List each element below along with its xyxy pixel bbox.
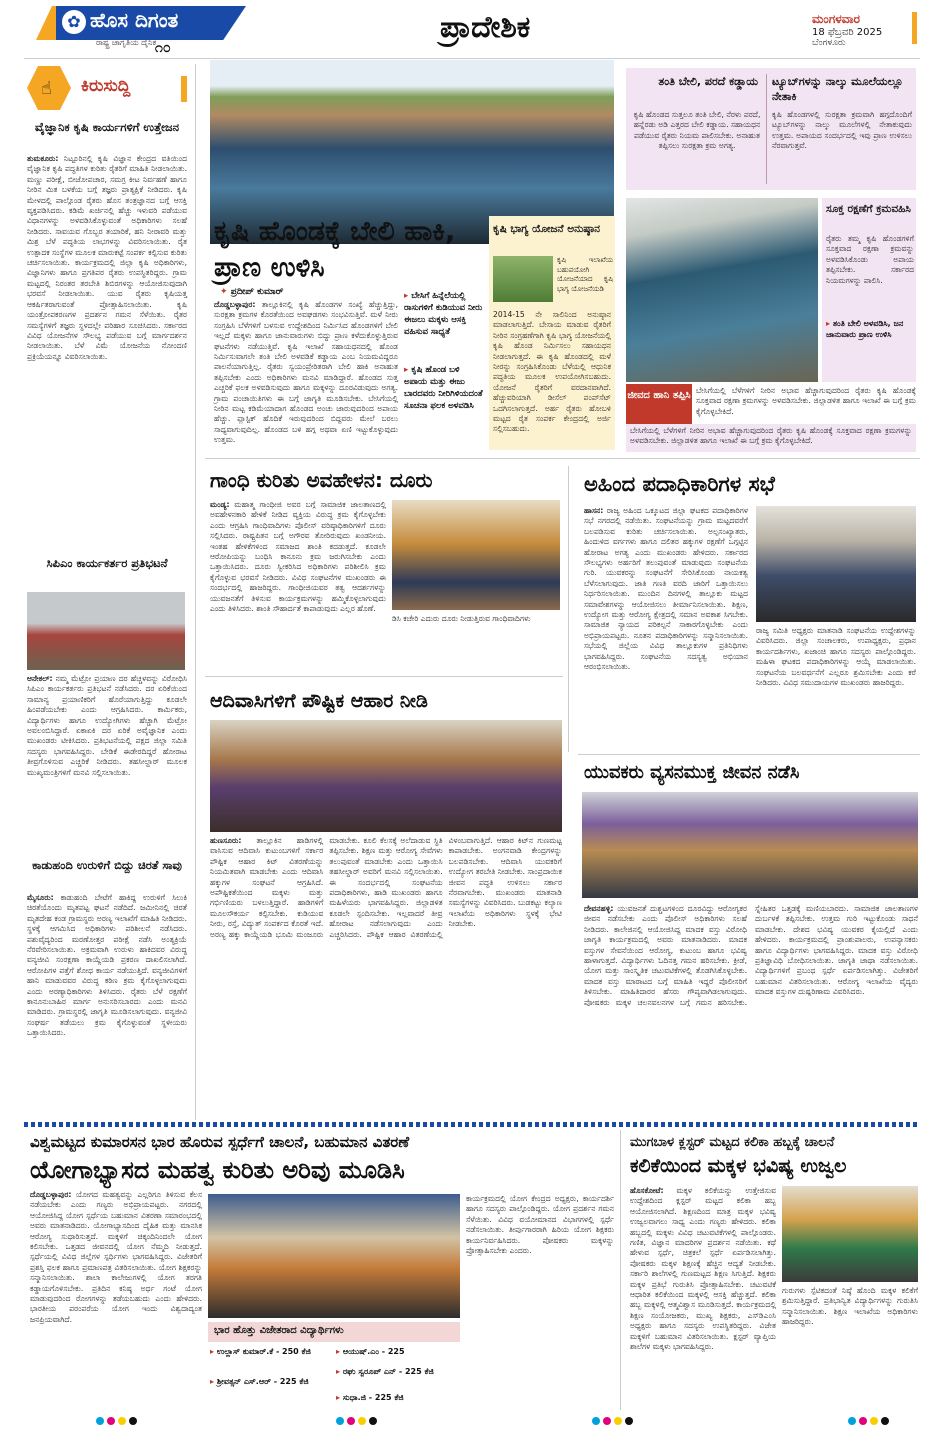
lead-pullquote-1: ▸ ಬೇಸಿಗೆ ಹಿನ್ನೆಲೆಯಲ್ಲಿ ರಾಸುಗಳಿಗೆ ಕುಡಿಯುವ ನೀರು ಈಜಲು ಮಕ್ಕಳು ಆಸಕ್ತಿ ವಹಿಸುವ ಸಾಧ್ಯತೆ [404, 291, 483, 337]
print-registration-marks [96, 1410, 156, 1419]
date-box [812, 12, 912, 48]
kirusuddi-story2-headline: ಸಿಪಿಎಂ ಕಾರ್ಯಕರ್ತರ ಪ್ರತಿಭಟನೆ [46, 556, 168, 570]
day: ಮಂಗಳವಾರ [812, 12, 861, 26]
kirusuddi-label: ಕಿರುಸುದ್ದಿ [81, 76, 131, 96]
ahinda-body-2: ರಾಜ್ಯ ಸಮಿತಿ ಅಧ್ಯಕ್ಷರು ಮಾತನಾಡಿ ಸಂಘಟನೆಯ ಉದ್ದೇಶಗಳನ್ನು ವಿವರಿಸಿದರು. ಜಿಲ್ಲಾ ಸಂಚಾಲಕರು, ಉಪಾಧ್ಯಕ್ಷರು, ಪ್ರಧಾನ ಕಾರ್ಯದರ್ಶಿಗಳು, ಖಜಾಂಚಿ ಹಾಗೂ ಸದಸ್ಯರು ಪಾಲ್ಗೊಂಡಿದ್ದರು. ಮಹಿಳಾ ಘಟಕದ ಪದಾಧಿಕಾರಿಗಳನ್ನು ಆಯ್ಕೆ ಮಾಡಲಾಯಿತು. ಸಂಘಟನೆಯ ಬಲವರ್ಧನೆಗೆ ಎಲ್ಲರೂ ಶ್ರಮಿಸಬೇಕು ಎಂದು ಕರೆ ನೀಡಿದರು. ವಿವಿಧ ಸಮುದಾಯಗಳ ಮುಖಂಡರು ಹಾಜರಿದ್ದರು. [756, 626, 916, 688]
krishi-bhagya-head: ಕೃಷಿ ಭಾಗ್ಯ ಯೋಜನೆ ಅನುಷ್ಠಾನ [493, 223, 600, 235]
krishi-bhagya-body: 2014-15 ನೇ ಸಾಲಿನಿಂದ ಅನುಷ್ಠಾನ ಮಾಡಲಾಗುತ್ತಿದೆ. ಬೇಸಾಯ ಮಾಡುವ ರೈತರಿಗೆ ನೀರಿನ ಸಂಗ್ರಹಣೆಗಾಗಿ ಕೃಷಿ ಭಾಗ್ಯ ಯೋಜನೆಯಲ್ಲಿ ಕೃಷಿ ಹೊಂಡ ನಿರ್ಮಿಸಲು ಸಹಾಯಧನ ನೀಡಲಾಗುತ್ತದೆ. ಈ ಕೃಷಿ ಹೊಂಡದಲ್ಲಿ ಮಳೆ ನೀರನ್ನು ಸಂಗ್ರಹಿಸಿಕೊಂಡು ಬೆಳೆಯಲ್ಲಿ ಆಧುನಿಕ ಪದ್ಧತಿಯ ಮೂಲಕ ಉಪಯೋಗಿಸಬಹುದು. ಯೋಜನೆ ರೈತರಿಗೆ ವರದಾನವಾಗಿದೆ. ಹೆಚ್ಚುವರಿಯಾಗಿ ಡೀಸೆಲ್ ಪಂಪ್‌ಸೆಟ್ ಒದಗಿಸಲಾಗುತ್ತದೆ. ಅರ್ಹ ರೈತರು ಹೋಬಳಿ ಮಟ್ಟದ ರೈತ ಸಂಪರ್ಕ ಕೇಂದ್ರದಲ್ಲಿ ಅರ್ಜಿ ಸಲ್ಲಿಸಬಹುದು. [493, 310, 611, 434]
cpm-protest-photo [27, 592, 185, 670]
lead-bottom-text-top: ಬೇಸಿಗೆಯಲ್ಲಿ ಬೆಳೆಗಳಿಗೆ ನೀರಿನ ಅಭಾವ ಹೆಚ್ಚಾಗುವುದರಿಂದ ರೈತರು ಕೃಷಿ ಹೊಂಡಕ್ಕೆ ಸೂಕ್ತವಾದ ರಕ್ಷಣಾ ಕ್ರಮಗಳನ್ನು ಅಳವಡಿಸಬೇಕು. ಜಿಲ್ಲಾಡಳಿತ ಹಾಗೂ ಇಲಾಖೆ ಈ ಬಗ್ಗೆ ಕ್ರಮ ಕೈಗೊಳ್ಳಬೇಕಿದೆ. [696, 386, 916, 416]
cluster-kids-photo [782, 1186, 918, 1282]
winner-1: ▸ ಉಲ್ಲಾಸ್ ಕುಮಾರ್.ಕೆ - 250 ಕೆಜಿ [210, 1347, 311, 1356]
yoga-body-1: ದೊಡ್ಡಬಳ್ಳಾಪುರ: ಯೋಗದ ಮಹತ್ವವನ್ನು ಎಲ್ಲರಿಗೂ ತಿಳಿಸುವ ಕೆಲಸ ನಡೆಯಬೇಕು ಎಂದು ಗಣ್ಯರು ಅಭಿಪ್ರಾಯಪಟ್ಟರು. ನಗರದಲ್ಲಿ ಆಯೋಜಿಸಿದ್ದ ಯೋಗ ಸ್ಪರ್ಧೆಯ ಬಹುಮಾನ ವಿತರಣಾ ಸಮಾರಂಭದಲ್ಲಿ ಅವರು ಮಾತನಾಡಿದರು. ಯೋಗಾಭ್ಯಾಸದಿಂದ ದೈಹಿಕ ಮತ್ತು ಮಾನಸಿಕ ಆರೋಗ್ಯ ಸುಧಾರಿಸುತ್ತದೆ. ಮಕ್ಕಳಿಗೆ ಚಿಕ್ಕಂದಿನಿಂದಲೇ ಯೋಗ ಕಲಿಸಬೇಕು. ಒತ್ತಡದ ಜೀವನದಲ್ಲಿ ಯೋಗ ನೆಮ್ಮದಿ ನೀಡುತ್ತದೆ. ಸ್ಪರ್ಧೆಯಲ್ಲಿ ವಿವಿಧ ಜಿಲ್ಲೆಗಳ ಸ್ಪರ್ಧಿಗಳು ಭಾಗವಹಿಸಿದ್ದರು. ವಿಜೇತರಿಗೆ ಪ್ರಶಸ್ತಿ ಫಲಕ ಹಾಗೂ ಪ್ರಮಾಣಪತ್ರ ವಿತರಿಸಲಾಯಿತು. ಯೋಗ ಶಿಕ್ಷಕರನ್ನು ಸನ್ಮಾನಿಸಲಾಯಿತು. ಶಾಲಾ ಕಾಲೇಜುಗಳಲ್ಲಿ ಯೋಗ ತರಗತಿ ಕಡ್ಡಾಯಗೊಳಿಸಬೇಕು. ಪ್ರತಿದಿನ ಕನಿಷ್ಠ ಅರ್ಧ ಗಂಟೆ ಯೋಗ ಮಾಡುವುದರಿಂದ ರೋಗಗಳನ್ನು ತಡೆಯಬಹುದು ಎಂದು ಹೇಳಿದರು. ಭಾರತೀಯ ಪರಂಪರೆಯ ಯೋಗ ಇಂದು ವಿಶ್ವದಾದ್ಯಂತ ಜನಪ್ರಿಯವಾಗಿದೆ. [30, 1190, 203, 1324]
yoga-winners-head: ಭಾರ ಹೊತ್ತು ವಿಜೇತರಾದ ವಿದ್ಯಾರ್ಥಿಗಳು [208, 1322, 460, 1342]
city: ಬೆಂಗಳೂರು [812, 38, 846, 48]
yoga-headline: ಯೋಗಾಭ್ಯಾಸದ ಮಹತ್ವ ಕುರಿತು ಅರಿವು ಮೂಡಿಸಿ [30, 1156, 405, 1184]
adivasi-headline: ಆದಿವಾಸಿಗಳಿಗೆ ಪೌಷ್ಟಿಕ ಆಹಾರ ನೀಡಿ [210, 690, 428, 712]
ahinda-meeting-photo [756, 506, 916, 622]
cluster-headline-2: ಕಲಿಕೆಯಿಂದ ಮಕ್ಕಳ ಭವಿಷ್ಯ ಉಜ್ವಲ [630, 1155, 847, 1177]
box2-body: ಕೃಷಿ ಹೊಂಡಗಳಲ್ಲಿ ಸುರಕ್ಷತಾ ಕ್ರಮವಾಗಿ ಹಗ್ಗದೊಂದಿಗೆ ಟ್ಯೂಬ್‌ಗಳನ್ನು ನಾಲ್ಕು ಮೂಲೆಗಳಲ್ಲಿ ನೇತಾಕುವುದು ಉತ್ತಮ. ಅಪಾಯದ ಸಂದರ್ಭದಲ್ಲಿ ಇವು ಪ್ರಾಣ ಉಳಿಸಲು ನೆರವಾಗುತ್ತವೆ. [772, 110, 912, 151]
box3-headline: ಸೂಕ್ತ ರಕ್ಷಣೆಗೆ ಕ್ರಮವಹಿಸಿ [826, 203, 911, 215]
page-number: ೧೦ [155, 40, 171, 56]
box1-headline: ತಂತಿ ಬೇಲಿ, ಪರದೆ ಕಡ್ಡಾಯ [658, 75, 758, 88]
gandhi-complaint-photo [392, 500, 560, 610]
life-loss-tag: ಜೀವದ ಹಾನಿ ತಪ್ಪಿಸಿ [626, 384, 692, 424]
lead-byline: ✦ ಪ್ರದೀಪ್ ಕುಮಾರ್ [220, 287, 284, 297]
winner-2: ▸ ಆಯುಷ್.ಎಂ - 225 [336, 1347, 405, 1356]
yuvaka-event-photo [582, 792, 918, 898]
winner-4: ▸ ರಘು ಸ್ವರೂಪ್ ಎನ್ - 225 ಕೆಜಿ [336, 1367, 434, 1376]
date: 18 ಫೆಬ್ರವರಿ 2025 [812, 27, 883, 38]
paper-name: ಹೊಸ ದಿಗಂತ [90, 8, 179, 32]
masthead [0, 0, 945, 58]
kirusuddi-story2-body: ಆನೇಕಲ್: ನಮ್ಮ ಮೆಟ್ರೋ ಪ್ರಯಾಣ ದರ ಹೆಚ್ಚಳವನ್ನು ವಿರೋಧಿಸಿ ಸಿಪಿಎಂ ಕಾರ್ಯಕರ್ತರು ಪ್ರತಿಭಟನೆ ನಡೆಸಿದರು. ದರ ಏರಿಕೆಯಿಂದ ಸಾಮಾನ್ಯ ಪ್ರಯಾಣಿಕರಿಗೆ ಹೊರೆಯಾಗುತ್ತಿದ್ದು ಕೂಡಲೇ ಹಿಂಪಡೆಯಬೇಕು ಎಂದು ಆಗ್ರಹಿಸಿದರು. ಕಾರ್ಮಿಕರು, ವಿದ್ಯಾರ್ಥಿಗಳು ಹಾಗೂ ಉದ್ಯೋಗಿಗಳು ಹೆಚ್ಚಾಗಿ ಮೆಟ್ರೋ ಅವಲಂಬಿಸಿದ್ದಾರೆ. ಏಕಾಏಕಿ ದರ ಏರಿಕೆ ಅವೈಜ್ಞಾನಿಕ ಎಂದು ಮುಖಂಡರು ಟೀಕಿಸಿದರು. ಪ್ರತಿಭಟನೆಯಲ್ಲಿ ಪಕ್ಷದ ಜಿಲ್ಲಾ ಸಮಿತಿ ಸದಸ್ಯರು ಭಾಗವಹಿಸಿದ್ದರು. ಬೇಡಿಕೆ ಈಡೇರದಿದ್ದರೆ ಹೋರಾಟ ತೀವ್ರಗೊಳಿಸುವ ಎಚ್ಚರಿಕೆ ನೀಡಿದರು. ತಹಸೀಲ್ದಾರ್ ಮೂಲಕ ಮುಖ್ಯಮಂತ್ರಿಗಳಿಗೆ ಮನವಿ ಸಲ್ಲಿಸಲಾಯಿತು. [27, 674, 188, 777]
fence-box-row [626, 68, 916, 190]
section-divider [24, 1122, 920, 1127]
kirusuddi-story1-headline: ವೈಜ್ಞಾನಿಕ ಕೃಷಿ ಕಾರ್ಯಗಳಿಗೆ ಉತ್ತೇಜನ [34, 120, 180, 134]
yuvaka-body: ದೇವನಹಳ್ಳಿ: ಯುವಜನತೆ ದುಶ್ಚಟಗಳಿಂದ ದೂರವಿದ್ದು ಆರೋಗ್ಯಕರ ಜೀವನ ನಡೆಸಬೇಕು ಎಂದು ಪೊಲೀಸ್ ಅಧಿಕಾರಿಗಳು ಸಲಹೆ ನೀಡಿದರು. ಕಾಲೇಜಿನಲ್ಲಿ ಆಯೋಜಿಸಿದ್ದ ಮಾದಕ ವಸ್ತು ವಿರೋಧಿ ಜಾಗೃತಿ ಕಾರ್ಯಕ್ರಮದಲ್ಲಿ ಅವರು ಮಾತನಾಡಿದರು. ಮಾದಕ ವಸ್ತುಗಳ ಸೇವನೆಯಿಂದ ಆರೋಗ್ಯ, ಕುಟುಂಬ ಹಾಗೂ ಭವಿಷ್ಯ ಹಾಳಾಗುತ್ತದೆ. ವಿದ್ಯಾರ್ಥಿಗಳು ಓದಿನತ್ತ ಗಮನ ಹರಿಸಬೇಕು. ಕ್ರೀಡೆ, ಯೋಗ ಮತ್ತು ಸಾಂಸ್ಕೃತಿಕ ಚಟುವಟಿಕೆಗಳಲ್ಲಿ ತೊಡಗಿಸಿಕೊಳ್ಳಬೇಕು. ಮಾದಕ ವಸ್ತು ಮಾರಾಟದ ಬಗ್ಗೆ ಮಾಹಿತಿ ಇದ್ದರೆ ಪೊಲೀಸರಿಗೆ ತಿಳಿಸಬೇಕು. ಮಾಹಿತಿದಾರರ ಹೆಸರು ಗೌಪ್ಯವಾಗಿಡಲಾಗುವುದು. ಪೋಷಕರು ಮಕ್ಕಳ ಚಲನವಲನಗಳ ಬಗ್ಗೆ ಗಮನ ಹರಿಸಬೇಕು. ಸ್ನೇಹಿತರ ಒತ್ತಡಕ್ಕೆ ಮಣಿಯಬಾರದು. ಸಾಮಾಜಿಕ ಜಾಲತಾಣಗಳ ದುರ್ಬಳಕೆ ತಪ್ಪಿಸಬೇಕು. ಉತ್ತಮ ಗುರಿ ಇಟ್ಟುಕೊಂಡು ಸಾಧನೆ ಮಾಡಬೇಕು. ದೇಶದ ಭವಿಷ್ಯ ಯುವಕರ ಕೈಯಲ್ಲಿದೆ ಎಂದು ಹೇಳಿದರು. ಕಾರ್ಯಕ್ರಮದಲ್ಲಿ ಪ್ರಾಂಶುಪಾಲರು, ಉಪನ್ಯಾಸಕರು ಹಾಗೂ ವಿದ್ಯಾರ್ಥಿಗಳು ಭಾಗವಹಿಸಿದ್ದರು. ಮಾದಕ ವಸ್ತು ವಿರೋಧಿ ಪ್ರತಿಜ್ಞಾವಿಧಿ ಬೋಧಿಸಲಾಯಿತು. ಜಾಗೃತಿ ಜಾಥಾ ನಡೆಸಲಾಯಿತು. ವಿದ್ಯಾರ್ಥಿಗಳಿಗೆ ಪ್ರಬಂಧ ಸ್ಪರ್ಧೆ ಏರ್ಪಡಿಸಲಾಗಿತ್ತು. ವಿಜೇತರಿಗೆ ಬಹುಮಾನ ವಿತರಿಸಲಾಯಿತು. ಆರೋಗ್ಯ ಇಲಾಖೆಯ ವೈದ್ಯರು ಮಾದಕ ವಸ್ತುಗಳ ದುಷ್ಪರಿಣಾಮ ವಿವರಿಸಿದರು. [584, 904, 918, 1007]
cluster-headline: ಮುಗಬಾಳ ಕ್ಲಸ್ಟರ್ ಮಟ್ಟದ ಕಲಿಕಾ ಹಬ್ಬಕ್ಕೆ ಚಾಲನೆ [630, 1135, 835, 1150]
box1-body: ಕೃಷಿ ಹೊಂಡದ ಸುತ್ತಲೂ ತಂತಿ ಬೇಲಿ, ನೆರಳು ಪರದೆ, ಹನ್ನೆರಡು ಅಡಿ ಎತ್ತರದ ಬೇಲಿ ಕಡ್ಡಾಯ. ಸಹಾಯಧನ ಪಡೆಯುವ ರೈತರು ನಿಯಮ ಪಾಲಿಸಬೇಕು. ಅನಾಹುತ ತಪ್ಪಿಸಲು ಸುರಕ್ಷತಾ ಕ್ರಮ ಅಗತ್ಯ. [633, 110, 761, 151]
box2-headline: ಟ್ಯೂಬ್‌ಗಳನ್ನು ನಾಲ್ಕು ಮೂಲೆಯಲ್ಲೂ ನೇತಾಕಿ [772, 75, 904, 103]
box3 [822, 198, 916, 382]
shade-net-pond-photo [626, 198, 818, 382]
lead-headline: ಕೃಷಿ ಹೊಂಡಕ್ಕೆ ಬೇಲಿ ಹಾಕಿ, ಪ್ರಾಣ ಉಳಿಸಿ [214, 216, 456, 283]
winner-3: ▸ ಶ್ರೀವತ್ಸನ್ ಎಸ್.ಆರ್ - 225 ಕೆಜಿ [210, 1377, 309, 1386]
kirusuddi-banner: ☝ ಕಿರುಸುದ್ದಿ [27, 66, 187, 110]
gandhi-headline: ಗಾಂಧಿ ಕುರಿತು ಅವಹೇಳನ: ದೂರು [210, 468, 433, 492]
kirusuddi-story3-headline: ಕಾಡುಹಂದಿ ಉರುಳಿಗೆ ಬಿದ್ದು ಚಿರತೆ ಸಾವು [32, 858, 182, 872]
box3-note: ▸ ತಂತಿ ಬೇಲಿ ಅಳವಡಿಸಿ, ಜನ ಜಾನುವಾರು ಪ್ರಾಣ ಉಳಿಸಿ [826, 319, 904, 339]
gandhi-body-1: ಮಂಡ್ಯ: ಮಹಾತ್ಮ ಗಾಂಧೀಜಿ ಅವರ ಬಗ್ಗೆ ಸಾಮಾಜಿಕ ಜಾಲತಾಣದಲ್ಲಿ ಅವಹೇಳನಕಾರಿ ಹೇಳಿಕೆ ನೀಡಿದ ವ್ಯಕ್ತಿಯ ವಿರುದ್ಧ ಕ್ರಮ ಕೈಗೊಳ್ಳಬೇಕು ಎಂದು ಆಗ್ರಹಿಸಿ ಗಾಂಧಿವಾದಿಗಳು ಪೊಲೀಸ್ ವರಿಷ್ಠಾಧಿಕಾರಿಗಳಿಗೆ ದೂರು ಸಲ್ಲಿಸಿದರು. ರಾಷ್ಟ್ರಪಿತನ ಬಗ್ಗೆ ಅಗೌರವ ತೋರಿರುವುದು ಖಂಡನೀಯ. ಇಂತಹ ಹೇಳಿಕೆಗಳಿಂದ ಸಮಾಜದ ಶಾಂತಿ ಕದಡುತ್ತದೆ. ಕೂಡಲೇ ಆರೋಪಿಯನ್ನು ಬಂಧಿಸಿ ಕಾನೂನು ಕ್ರಮ ಜರುಗಿಸಬೇಕು ಎಂದು ಒತ್ತಾಯಿಸಿದರು. ದೂರು ಸ್ವೀಕರಿಸಿದ ಅಧಿಕಾರಿಗಳು ಪರಿಶೀಲಿಸಿ ಕ್ರಮ ಕೈಗೊಳ್ಳುವ ಭರವಸೆ ನೀಡಿದರು. ವಿವಿಧ ಸಂಘಟನೆಗಳ ಮುಖಂಡರು ಈ ಸಂದರ್ಭದಲ್ಲಿ ಹಾಜರಿದ್ದರು. ಗಾಂಧೀಜಿಯವರ ತತ್ವ ಆದರ್ಶಗಳನ್ನು ಯುವಜನತೆಗೆ ತಿಳಿಸುವ ಕಾರ್ಯಕ್ರಮಗಳನ್ನು ಹಮ್ಮಿಕೊಳ್ಳಲಾಗುವುದು ಎಂದು ತಿಳಿಸಿದರು. ಶಾಂತಿ ಸೌಹಾರ್ದತೆ ಕಾಪಾಡುವುದು ಎಲ್ಲರ ಹೊಣೆ. [210, 500, 386, 614]
yuvaka-headline: ಯುವಕರು ವ್ಯಸನಮುಕ್ತ ಜೀವನ ನಡೆಸಿ [584, 762, 800, 783]
cluster-body-2: ಗುರುಗಳು ಸ್ಪೆಟಿಕದಂತೆ ನಿಷ್ಠೆ ಹೊಂದಿ ಮಕ್ಕಳ ಕಲಿಕೆಗೆ ಶ್ರಮಿಸುತ್ತಿದ್ದಾರೆ. ಪ್ರತಿಭಾನ್ವಿತ ವಿದ್ಯಾರ್ಥಿಗಳನ್ನು ಗುರುತಿಸಿ ಸನ್ಮಾನಿಸಲಾಯಿತು. ಶಿಕ್ಷಣ ಇಲಾಖೆಯ ಅಧಿಕಾರಿಗಳು ಹಾಜರಿದ್ದರು. [782, 1286, 918, 1327]
yoga-kicker: ವಿಶ್ವಮಟ್ಟದ ಕುಮಾರಸನ ಭಾರ ಹೊರುವ ಸ್ಪರ್ಧೆಗೆ ಚಾಲನೆ, ಬಹುಮಾನ ವಿತರಣೆ [30, 1133, 410, 1151]
krishi-bhagya-caption: ಕೃಷಿ ಇಲಾಖೆಯ ಬಹುಪಯೋಗಿ ಯೋಜನೆಯಾದ ಕೃಷಿ ಭಾಗ್ಯ ಯೋಜನೆಯಡಿ [557, 256, 613, 293]
paper-tagline: ರಾಷ್ಟ್ರ ಜಾಗೃತಿಯ ದೈನಿಕ [96, 38, 157, 47]
lead-body: ದೊಡ್ಡಬಳ್ಳಾಪುರ: ತಾಲ್ಲೂಕಿನಲ್ಲಿ ಕೃಷಿ ಹೊಂಡಗಳ ಸಂಖ್ಯೆ ಹೆಚ್ಚುತ್ತಿದ್ದು, ಸುರಕ್ಷತಾ ಕ್ರಮಗಳ ಕೊರತೆಯಿಂದ ಅವಘಡಗಳು ಸಂಭವಿಸುತ್ತಿವೆ. ಮಳೆ ನೀರು ಸಂಗ್ರಹಿಸಿ ಬೆಳೆಗಳಿಗೆ ಬಳಸುವ ಉದ್ದೇಶದಿಂದ ನಿರ್ಮಿಸಿದ ಹೊಂಡಗಳಿಗೆ ಬೇಲಿ ಇಲ್ಲದೆ ಮಕ್ಕಳು ಹಾಗೂ ಜಾನುವಾರುಗಳು ಬಿದ್ದು ಪ್ರಾಣ ಕಳೆದುಕೊಳ್ಳುತ್ತಿರುವ ಘಟನೆಗಳು ನಡೆಯುತ್ತಿವೆ. ಕೃಷಿ ಇಲಾಖೆ ಸಹಾಯಧನದಲ್ಲಿ ಹೊಂಡ ನಿರ್ಮಿಸುವಾಗಲೇ ತಂತಿ ಬೇಲಿ ಅಳವಡಿಕೆ ಕಡ್ಡಾಯ ಎಂಬ ನಿಯಮವಿದ್ದರೂ ಪಾಲನೆಯಾಗುತ್ತಿಲ್ಲ. ರೈತರು ಸ್ವಯಂಪ್ರೇರಿತರಾಗಿ ಬೇಲಿ ಹಾಕಿ ಅನಾಹುತ ತಪ್ಪಿಸಬೇಕು ಎಂದು ಅಧಿಕಾರಿಗಳು ಮನವಿ ಮಾಡಿದ್ದಾರೆ. ಹೊಂಡದ ಸುತ್ತ ಎಚ್ಚರಿಕೆ ಫಲಕ ಅಳವಡಿಸುವುದು ಹಾಗೂ ಮಕ್ಕಳನ್ನು ದೂರವಿಡುವುದು ಅಗತ್ಯ. ಗ್ರಾಮ ಪಂಚಾಯಿತಿಗಳು ಈ ಬಗ್ಗೆ ಜಾಗೃತಿ ಮೂಡಿಸಬೇಕು. ಬೇಸಿಗೆಯಲ್ಲಿ ನೀರಿನ ಮಟ್ಟ ಕಡಿಮೆಯಾದಾಗ ಹೊಂಡದ ಅಂಚು ಜಾರುವುದರಿಂದ ಅಪಾಯ ಹೆಚ್ಚು. ಪ್ಲಾಸ್ಟಿಕ್ ಹೊದಿಕೆ ಇರುವುದರಿಂದ ಬಿದ್ದವರು ಮೇಲೆ ಬರಲು ಸಾಧ್ಯವಾಗುವುದಿಲ್ಲ. ಹೊಂಡದ ಬಳಿ ಹಗ್ಗ ಅಥವಾ ಏಣಿ ಇಟ್ಟುಕೊಳ್ಳುವುದು ಉತ್ತಮ. [214, 300, 398, 445]
kirusuddi-story1-body: ತುಮಕೂರು: ನಿಟ್ಟೂರಿನಲ್ಲಿ ಕೃಷಿ ವಿಜ್ಞಾನ ಕೇಂದ್ರದ ವತಿಯಿಂದ ವೈಜ್ಞಾನಿಕ ಕೃಷಿ ಪದ್ಧತಿಗಳ ಕುರಿತು ರೈತರಿಗೆ ಮಾಹಿತಿ ನೀಡಲಾಯಿತು. ಮಣ್ಣು ಪರೀಕ್ಷೆ, ಬೀಜೋಪಚಾರ, ಸಮಗ್ರ ಕೀಟ ನಿರ್ವಹಣೆ ಹಾಗೂ ನೀರಿನ ಮಿತ ಬಳಕೆಯ ಬಗ್ಗೆ ತಜ್ಞರು ಪ್ರಾತ್ಯಕ್ಷಿಕೆ ನೀಡಿದರು. ಕೃಷಿ ಮೇಳದಲ್ಲಿ ಪಾಲ್ಗೊಂಡ ರೈತರು ಹೊಸ ತಂತ್ರಜ್ಞಾನದ ಬಗ್ಗೆ ಆಸಕ್ತಿ ವ್ಯಕ್ತಪಡಿಸಿದರು. ಕಡಿಮೆ ಖರ್ಚಿನಲ್ಲಿ ಹೆಚ್ಚು ಇಳುವರಿ ಪಡೆಯುವ ವಿಧಾನಗಳನ್ನು ಅಳವಡಿಸಿಕೊಳ್ಳುವಂತೆ ಅಧಿಕಾರಿಗಳು ಸಲಹೆ ನೀಡಿದರು. ಸಾವಯವ ಗೊಬ್ಬರ ತಯಾರಿಕೆ, ಹನಿ ನೀರಾವರಿ ಮತ್ತು ಮಿಶ್ರ ಬೆಳೆ ಪದ್ಧತಿಯ ಲಾಭಗಳನ್ನು ವಿವರಿಸಲಾಯಿತು. ರೈತ ಉತ್ಪಾದಕ ಸಂಸ್ಥೆಗಳ ಮೂಲಕ ಮಾರುಕಟ್ಟೆ ಸಂಪರ್ಕ ಕಲ್ಪಿಸುವ ಕುರಿತು ಚರ್ಚಿಸಲಾಯಿತು. ಕಾರ್ಯಕ್ರಮದಲ್ಲಿ ಜಿಲ್ಲಾ ಕೃಷಿ ಅಧಿಕಾರಿಗಳು, ವಿಜ್ಞಾನಿಗಳು ಹಾಗೂ ಪ್ರಗತಿಪರ ರೈತರು ಉಪಸ್ಥಿತರಿದ್ದರು. ಗ್ರಾಮ ಮಟ್ಟದಲ್ಲಿ ನಿರಂತರ ತರಬೇತಿ ಶಿಬಿರಗಳನ್ನು ಆಯೋಜಿಸುವುದಾಗಿ ಭರವಸೆ ನೀಡಲಾಯಿತು. ಯುವ ರೈತರು ಕೃಷಿಯತ್ತ ಆಕರ್ಷಿತರಾಗುವಂತೆ ಪ್ರೋತ್ಸಾಹಿಸಲಾಯಿತು. ಕೃಷಿ ಯಂತ್ರೋಪಕರಣಗಳ ಪ್ರದರ್ಶನ ಗಮನ ಸೆಳೆಯಿತು. ರೈತರ ಸಮಸ್ಯೆಗಳಿಗೆ ತಜ್ಞರು ಸ್ಥಳದಲ್ಲೇ ಪರಿಹಾರ ಸೂಚಿಸಿದರು. ಸರ್ಕಾರದ ವಿವಿಧ ಯೋಜನೆಗಳ ಸೌಲಭ್ಯ ಪಡೆಯುವ ಬಗ್ಗೆ ಮಾರ್ಗದರ್ಶನ ನೀಡಲಾಯಿತು. ಬೆಳೆ ವಿಮೆ ಯೋಜನೆಯ ನೋಂದಣಿ ಪ್ರಕ್ರಿಯೆಯನ್ನೂ ವಿವರಿಸಲಾಯಿತು. [27, 154, 187, 361]
lead-bottom-text: ಬೇಸಿಗೆಯಲ್ಲಿ ಬೆಳೆಗಳಿಗೆ ನೀರಿನ ಅಭಾವ ಹೆಚ್ಚಾಗುವುದರಿಂದ ರೈತರು ಕೃಷಿ ಹೊಂಡಕ್ಕೆ ಸೂಕ್ತವಾದ ರಕ್ಷಣಾ ಕ್ರಮಗಳನ್ನು ಅಳವಡಿಸಬೇಕು. ಜಿಲ್ಲಾಡಳಿತ ಹಾಗೂ ಇಲಾಖೆ ಈ ಬಗ್ಗೆ ಕ್ರಮ ಕೈಗೊಳ್ಳಬೇಕಿದೆ. [626, 424, 916, 452]
winner-5: ▸ ಸುಧಾ.ಜಿ - 225 ಕೆಜಿ [336, 1393, 404, 1402]
date-accent [912, 12, 917, 44]
kirusuddi-story3-body: ಮೈಸೂರು: ಕಾಡುಹಂದಿ ಬೇಟೆಗೆ ಹಾಕಿದ್ದ ಉರುಳಿಗೆ ಸಿಲುಕಿ ಚಿರತೆಯೊಂದು ಮೃತಪಟ್ಟ ಘಟನೆ ನಡೆದಿದೆ. ಜಮೀನಿನಲ್ಲಿ ಚಿರತೆ ಮೃತದೇಹ ಕಂಡ ಗ್ರಾಮಸ್ಥರು ಅರಣ್ಯ ಇಲಾಖೆಗೆ ಮಾಹಿತಿ ನೀಡಿದರು. ಸ್ಥಳಕ್ಕೆ ಆಗಮಿಸಿದ ಅಧಿಕಾರಿಗಳು ಪರಿಶೀಲನೆ ನಡೆಸಿದರು. ಪಶುವೈದ್ಯರಿಂದ ಮರಣೋತ್ತರ ಪರೀಕ್ಷೆ ನಡೆಸಿ ಅಂತ್ಯಕ್ರಿಯೆ ನೆರವೇರಿಸಲಾಯಿತು. ಅಕ್ರಮವಾಗಿ ಉರುಳು ಹಾಕಿದವರ ವಿರುದ್ಧ ವನ್ಯಜೀವಿ ಸಂರಕ್ಷಣಾ ಕಾಯ್ದೆಯಡಿ ಪ್ರಕರಣ ದಾಖಲಿಸಲಾಗಿದೆ. ಆರೋಪಿಗಳ ಪತ್ತೆಗೆ ಶೋಧ ಕಾರ್ಯ ನಡೆಯುತ್ತಿದೆ. ವನ್ಯಜೀವಿಗಳಿಗೆ ಹಾನಿ ಮಾಡುವವರ ವಿರುದ್ಧ ಕಠಿಣ ಕ್ರಮ ಕೈಗೊಳ್ಳಲಾಗುವುದು ಎಂದು ಅರಣ್ಯಾಧಿಕಾರಿಗಳು ತಿಳಿಸಿದರು. ರೈತರು ಬೆಳೆ ರಕ್ಷಣೆಗೆ ಕಾನೂನುಬಾಹಿರ ಮಾರ್ಗ ಅನುಸರಿಸಬಾರದು ಎಂದು ಮನವಿ ಮಾಡಿದರು. ಗ್ರಾಮಸ್ಥರಲ್ಲಿ ಜಾಗೃತಿ ಮೂಡಿಸಲಾಗುವುದು. ವನ್ಯಜೀವಿ ಸಂಘರ್ಷ ತಡೆಯಲು ಕ್ರಮ ಕೈಗೊಳ್ಳುವಂತೆ ಸ್ಥಳೀಯರು ಒತ್ತಾಯಿಸಿದರು. [27, 893, 187, 1038]
paddy-field-photo [493, 256, 553, 302]
yoga-winners-photo [208, 1194, 460, 1318]
ahinda-body-1: ಹಾಸನ: ರಾಜ್ಯ ಅಹಿಂದ ಒಕ್ಕೂಟದ ಜಿಲ್ಲಾ ಘಟಕದ ಪದಾಧಿಕಾರಿಗಳ ಸಭೆ ನಗರದಲ್ಲಿ ನಡೆಯಿತು. ಸಂಘಟನೆಯನ್ನು ಗ್ರಾಮ ಮಟ್ಟದವರೆಗೆ ಬಲಪಡಿಸುವ ಕುರಿತು ಚರ್ಚಿಸಲಾಯಿತು. ಅಲ್ಪಸಂಖ್ಯಾತರು, ಹಿಂದುಳಿದ ವರ್ಗಗಳು ಹಾಗೂ ದಲಿತರ ಹಕ್ಕುಗಳ ರಕ್ಷಣೆಗೆ ಒಗ್ಗಟ್ಟಿನ ಹೋರಾಟ ಅಗತ್ಯ ಎಂದು ಮುಖಂಡರು ಹೇಳಿದರು. ಸರ್ಕಾರದ ಸೌಲಭ್ಯಗಳು ಅರ್ಹರಿಗೆ ತಲುಪುವಂತೆ ಮಾಡುವುದು ಸಂಘಟನೆಯ ಗುರಿ. ಯುವಕರನ್ನು ಸಂಘಟನೆಗೆ ಸೇರಿಸಿಕೊಂಡು ನಾಯಕತ್ವ ಬೆಳೆಸಲಾಗುವುದು. ಜಾತಿ ಗಣತಿ ವರದಿ ಜಾರಿಗೆ ಒತ್ತಾಯಿಸಲು ನಿರ್ಧರಿಸಲಾಯಿತು. ಮುಂದಿನ ದಿನಗಳಲ್ಲಿ ತಾಲ್ಲೂಕು ಮಟ್ಟದ ಸಮಾವೇಶಗಳನ್ನು ಆಯೋಜಿಸಲು ತೀರ್ಮಾನಿಸಲಾಯಿತು. ಶಿಕ್ಷಣ, ಉದ್ಯೋಗ ಮತ್ತು ಆರೋಗ್ಯ ಕ್ಷೇತ್ರದಲ್ಲಿ ಸಮಾನ ಅವಕಾಶ ಸಿಗಬೇಕು. ಸಾಮಾಜಿಕ ನ್ಯಾಯದ ಪರಿಕಲ್ಪನೆ ಸಾಕಾರಗೊಳ್ಳಬೇಕು ಎಂದು ಅಭಿಪ್ರಾಯಪಟ್ಟರು. ನೂತನ ಪದಾಧಿಕಾರಿಗಳನ್ನು ಸನ್ಮಾನಿಸಲಾಯಿತು. ಸಭೆಯಲ್ಲಿ ಜಿಲ್ಲೆಯ ವಿವಿಧ ತಾಲ್ಲೂಕುಗಳ ಪ್ರತಿನಿಧಿಗಳು ಭಾಗವಹಿಸಿದ್ದರು. ಸಂಘಟನೆಯ ಸದಸ್ಯತ್ವ ಅಭಿಯಾನ ಆರಂಭಿಸಲಾಯಿತು. [584, 506, 748, 672]
yoga-body-2: ಕಾರ್ಯಕ್ರಮದಲ್ಲಿ ಯೋಗ ಕೇಂದ್ರದ ಅಧ್ಯಕ್ಷರು, ಕಾರ್ಯದರ್ಶಿ ಹಾಗೂ ಸದಸ್ಯರು ಪಾಲ್ಗೊಂಡಿದ್ದರು. ಯೋಗ ಪ್ರದರ್ಶನ ಗಮನ ಸೆಳೆಯಿತು. ವಿವಿಧ ವಯೋಮಾನದ ವಿಭಾಗಗಳಲ್ಲಿ ಸ್ಪರ್ಧೆ ನಡೆಸಲಾಯಿತು. ತೀರ್ಪುಗಾರರಾಗಿ ಹಿರಿಯ ಯೋಗ ಶಿಕ್ಷಕರು ಕಾರ್ಯನಿರ್ವಹಿಸಿದರು. ಪೋಷಕರು ಮಕ್ಕಳನ್ನು ಪ್ರೋತ್ಸಾಹಿಸಬೇಕು ಎಂದರು. [466, 1194, 614, 1256]
cluster-body: ಹೊಸಕೋಟೆ: ಮಕ್ಕಳ ಕಲಿಕೆಯನ್ನು ಉತ್ತೇಜಿಸುವ ಉದ್ದೇಶದಿಂದ ಕ್ಲಸ್ಟರ್ ಮಟ್ಟದ ಕಲಿಕಾ ಹಬ್ಬ ಆಯೋಜಿಸಲಾಗಿದೆ. ಶಿಕ್ಷಣದಿಂದ ಮಾತ್ರ ಮಕ್ಕಳ ಭವಿಷ್ಯ ಉಜ್ವಲವಾಗಲು ಸಾಧ್ಯ ಎಂದು ಗಣ್ಯರು ಹೇಳಿದರು. ಕಲಿಕಾ ಹಬ್ಬದಲ್ಲಿ ಮಕ್ಕಳು ವಿವಿಧ ಚಟುವಟಿಕೆಗಳಲ್ಲಿ ಪಾಲ್ಗೊಂಡರು. ಗಣಿತ, ವಿಜ್ಞಾನ ಮಾದರಿಗಳ ಪ್ರದರ್ಶನ ನಡೆಯಿತು. ಕಥೆ ಹೇಳುವ ಸ್ಪರ್ಧೆ, ಚಿತ್ರಕಲೆ ಸ್ಪರ್ಧೆ ಏರ್ಪಡಿಸಲಾಗಿತ್ತು. ಪೋಷಕರು ಮಕ್ಕಳ ಶಿಕ್ಷಣಕ್ಕೆ ಹೆಚ್ಚಿನ ಆದ್ಯತೆ ನೀಡಬೇಕು. ಸರ್ಕಾರಿ ಶಾಲೆಗಳಲ್ಲಿ ಗುಣಮಟ್ಟದ ಶಿಕ್ಷಣ ಸಿಗುತ್ತಿದೆ. ಶಿಕ್ಷಕರು ಮಕ್ಕಳ ಪ್ರತಿಭೆ ಗುರುತಿಸಿ ಪ್ರೋತ್ಸಾಹಿಸಬೇಕು. ಚಟುವಟಿಕೆ ಆಧಾರಿತ ಕಲಿಕೆಯಿಂದ ಮಕ್ಕಳಲ್ಲಿ ಆಸಕ್ತಿ ಹೆಚ್ಚುತ್ತದೆ. ಕಲಿಕಾ ಹಬ್ಬ ಮಕ್ಕಳಲ್ಲಿ ಆತ್ಮವಿಶ್ವಾಸ ಮೂಡಿಸುತ್ತದೆ. ಕಾರ್ಯಕ್ರಮದಲ್ಲಿ ಶಿಕ್ಷಣ ಸಂಯೋಜಕರು, ಮುಖ್ಯ ಶಿಕ್ಷಕರು, ಎಸ್‌ಡಿಎಂಸಿ ಅಧ್ಯಕ್ಷರು ಹಾಗೂ ಸದಸ್ಯರು ಉಪಸ್ಥಿತರಿದ್ದರು. ವಿಜೇತ ಮಕ್ಕಳಿಗೆ ಬಹುಮಾನ ವಿತರಿಸಲಾಯಿತು. ಕ್ಲಸ್ಟರ್ ವ್ಯಾಪ್ತಿಯ ಶಾಲೆಗಳ ಮಕ್ಕಳು ಭಾಗವಹಿಸಿದ್ದರು. [630, 1186, 776, 1352]
adivasi-group-photo [210, 720, 562, 832]
box3-body: ರೈತರು ತಮ್ಮ ಕೃಷಿ ಹೊಂಡಗಳಿಗೆ ಸೂಕ್ತವಾದ ರಕ್ಷಣಾ ಕ್ರಮವನ್ನು ಅಳವಡಿಸಿಕೊಂಡು ಅಪಾಯ ತಪ್ಪಿಸಬೇಕು. ಸರ್ಕಾರದ ನಿಯಮಗಳನ್ನು ಪಾಲಿಸಿ. [826, 234, 914, 285]
lamp-icon: ✿ [62, 10, 86, 34]
krishi-bhagya-box [489, 216, 615, 450]
lead-pullquote-2: ▸ ಕೃಷಿ ಹೊಂಡ ಬಳಿ ಅಪಾಯ ಮತ್ತು ಈಜು ಬಾರದವರು ನೀರಿಗಿಳಿಯದಂತೆ ಸೂಚನಾ ಫಲಕ ಅಳವಡಿಸಿ [404, 365, 483, 411]
adivasi-body: ಹುಣಸೂರು: ತಾಲ್ಲೂಕಿನ ಹಾಡಿಗಳಲ್ಲಿ ವಾಸಿಸುವ ಆದಿವಾಸಿ ಕುಟುಂಬಗಳಿಗೆ ಸರ್ಕಾರ ಪೌಷ್ಟಿಕ ಆಹಾರ ಕಿಟ್ ವಿತರಣೆಯನ್ನು ನಿಯಮಿತವಾಗಿ ಮಾಡಬೇಕು ಎಂದು ಆದಿವಾಸಿ ಹಕ್ಕುಗಳ ಸಂಘಟನೆ ಆಗ್ರಹಿಸಿದೆ. ಅಪೌಷ್ಟಿಕತೆಯಿಂದ ಮಕ್ಕಳು ಮತ್ತು ಗರ್ಭಿಣಿಯರು ಬಳಲುತ್ತಿದ್ದಾರೆ. ಹಾಡಿಗಳಿಗೆ ಮೂಲಸೌಕರ್ಯ ಕಲ್ಪಿಸಬೇಕು. ಕುಡಿಯುವ ನೀರು, ರಸ್ತೆ, ವಿದ್ಯುತ್ ಸಂಪರ್ಕದ ಕೊರತೆ ಇದೆ. ಅರಣ್ಯ ಹಕ್ಕು ಕಾಯ್ದೆಯಡಿ ಭೂಮಿ ಮಂಜೂರು ಮಾಡಬೇಕು. ಕೂಲಿ ಕೆಲಸಕ್ಕೆ ಅಲೆದಾಡುವ ಸ್ಥಿತಿ ತಪ್ಪಿಸಬೇಕು. ಶಿಕ್ಷಣ ಮತ್ತು ಆರೋಗ್ಯ ಸೇವೆಗಳು ತಲುಪುವಂತೆ ಮಾಡಬೇಕು ಎಂದು ಒತ್ತಾಯಿಸಿ ತಹಸೀಲ್ದಾರ್ ಅವರಿಗೆ ಮನವಿ ಸಲ್ಲಿಸಲಾಯಿತು. ಈ ಸಂದರ್ಭದಲ್ಲಿ ಸಂಘಟನೆಯ ಪದಾಧಿಕಾರಿಗಳು, ಹಾಡಿ ಮುಖಂಡರು ಹಾಗೂ ಮಹಿಳೆಯರು ಭಾಗವಹಿಸಿದ್ದರು. ಜಿಲ್ಲಾಡಳಿತ ಕೂಡಲೇ ಸ್ಪಂದಿಸಬೇಕು. ಇಲ್ಲವಾದರೆ ತೀವ್ರ ಹೋರಾಟ ನಡೆಸಲಾಗುವುದು ಎಂದು ಎಚ್ಚರಿಸಿದರು. ಪೌಷ್ಟಿಕ ಆಹಾರ ವಿತರಣೆಯಲ್ಲಿ ವಿಳಂಬವಾಗುತ್ತಿದೆ. ಆಹಾರ ಕಿಟ್‌ನ ಗುಣಮಟ್ಟ ಕಾಪಾಡಬೇಕು. ಅಂಗನವಾಡಿ ಕೇಂದ್ರಗಳನ್ನು ಬಲಪಡಿಸಬೇಕು. ಆದಿವಾಸಿ ಯುವಕರಿಗೆ ಉದ್ಯೋಗ ತರಬೇತಿ ನೀಡಬೇಕು. ಸಾಂಪ್ರದಾಯಿಕ ಜೀವನ ಪದ್ಧತಿ ಉಳಿಸಲು ಸರ್ಕಾರ ನೆರವಾಗಬೇಕು. ಮುಖಂಡರು ಮಾತನಾಡಿ ಸಮಸ್ಯೆಗಳನ್ನು ವಿವರಿಸಿದರು. ಬುಡಕಟ್ಟು ಕಲ್ಯಾಣ ಇಲಾಖೆಯ ಅಧಿಕಾರಿಗಳು ಸ್ಥಳಕ್ಕೆ ಭೇಟಿ ನೀಡಬೇಕು. [210, 836, 562, 939]
section-title: ಪ್ರಾದೇಶಿಕ [440, 10, 531, 45]
ahinda-headline: ಅಹಿಂದ ಪದಾಧಿಕಾರಿಗಳ ಸಭೆ [584, 472, 775, 496]
gandhi-caption: ಡಿಸಿ ಕಚೇರಿ ಎದುರು ದೂರು ನೀಡುತ್ತಿರುವ ಗಾಂಧಿವಾದಿಗಳು [392, 614, 531, 623]
